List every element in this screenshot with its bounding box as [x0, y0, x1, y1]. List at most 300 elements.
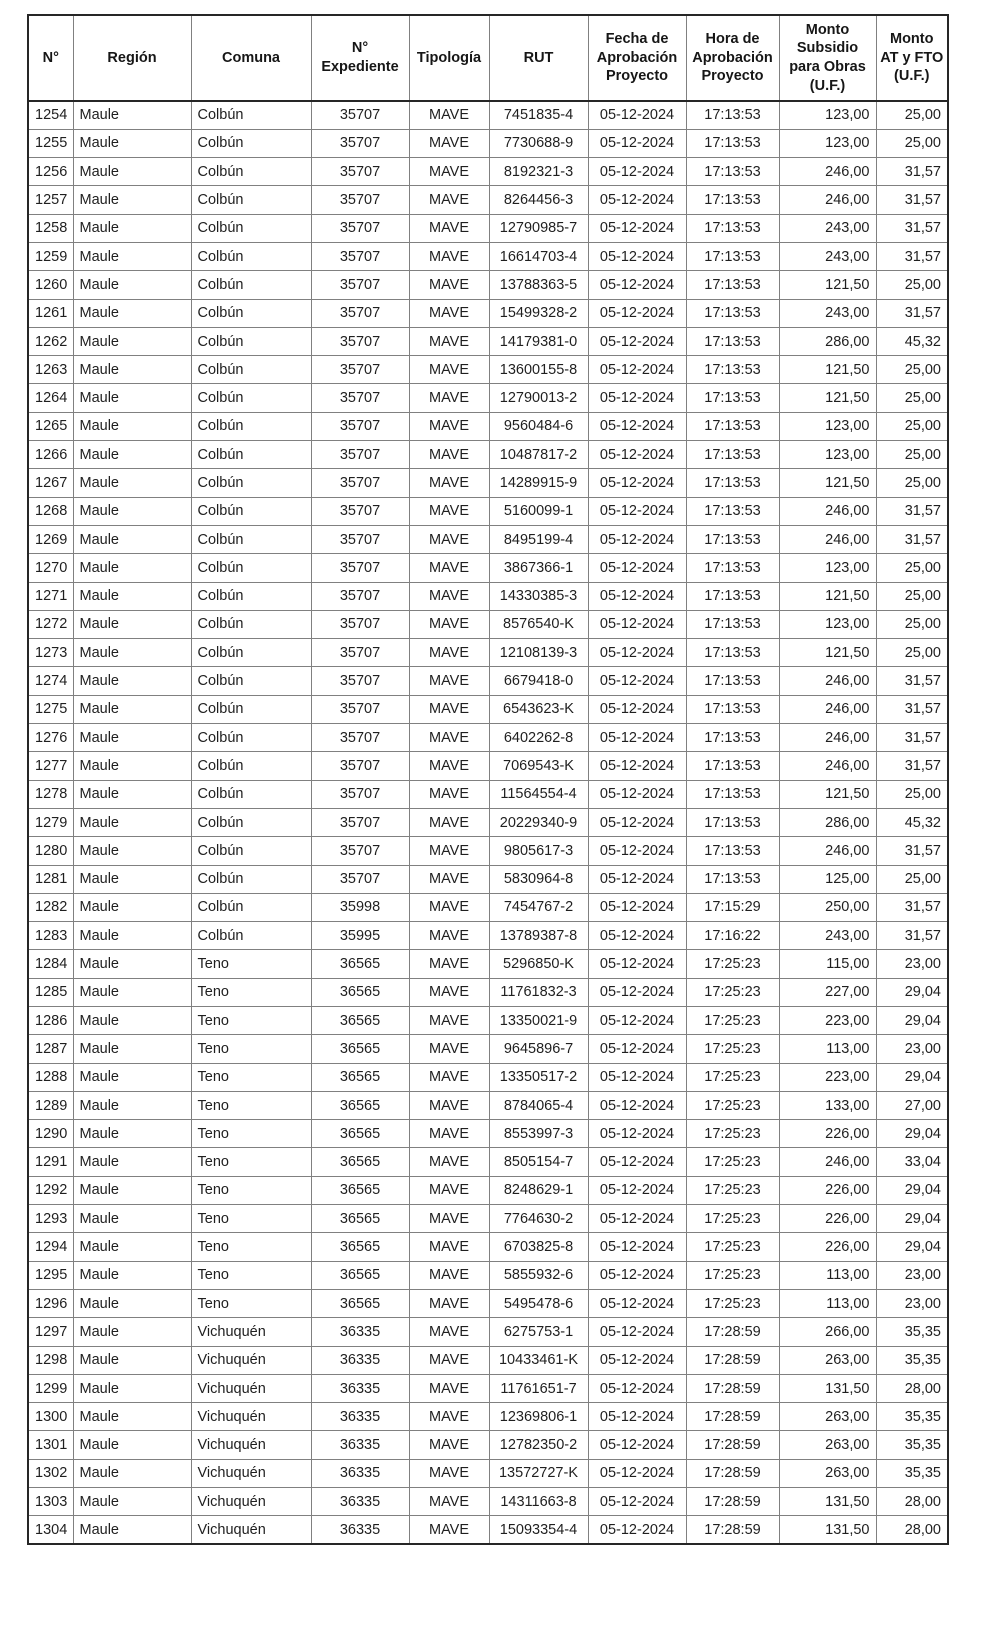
table-cell: 223,00 — [779, 1007, 876, 1035]
column-header: Monto Subsidio para Obras (U.F.) — [779, 15, 876, 101]
table-row — [28, 525, 948, 553]
table-row — [28, 129, 948, 157]
table-cell: 35,35 — [876, 1346, 948, 1374]
table-cell: 05-12-2024 — [588, 1261, 686, 1289]
table-cell: Colbún — [191, 299, 311, 327]
table-cell: 29,04 — [876, 978, 948, 1006]
table-cell: 226,00 — [779, 1205, 876, 1233]
table-cell: 17:16:22 — [686, 922, 779, 950]
table-cell: 05-12-2024 — [588, 214, 686, 242]
table-cell: Maule — [73, 327, 191, 355]
table-cell: 31,57 — [876, 497, 948, 525]
header-row — [28, 15, 948, 101]
table-cell: 17:13:53 — [686, 554, 779, 582]
table-cell: Maule — [73, 667, 191, 695]
table-cell: 13350021-9 — [489, 1007, 588, 1035]
table-cell: Teno — [191, 1176, 311, 1204]
table-cell: 05-12-2024 — [588, 1148, 686, 1176]
table-cell: 10433461-K — [489, 1346, 588, 1374]
table-cell: 17:25:23 — [686, 1261, 779, 1289]
table-cell: 121,50 — [779, 780, 876, 808]
table-cell: MAVE — [409, 1205, 489, 1233]
table-cell: 23,00 — [876, 950, 948, 978]
table-cell: 17:28:59 — [686, 1374, 779, 1402]
table-cell: MAVE — [409, 865, 489, 893]
table-cell: 9560484-6 — [489, 412, 588, 440]
table-header — [28, 15, 948, 101]
table-cell: 6402262-8 — [489, 724, 588, 752]
table-cell: 35707 — [311, 214, 409, 242]
table-cell: 36565 — [311, 1091, 409, 1119]
table-row — [28, 384, 948, 412]
table-cell: 05-12-2024 — [588, 327, 686, 355]
table-cell: 243,00 — [779, 214, 876, 242]
table-cell: Maule — [73, 1035, 191, 1063]
table-cell: 05-12-2024 — [588, 1176, 686, 1204]
table-cell: MAVE — [409, 780, 489, 808]
table-row — [28, 837, 948, 865]
table-cell: 17:13:53 — [686, 780, 779, 808]
table-cell: 05-12-2024 — [588, 780, 686, 808]
table-cell: MAVE — [409, 1318, 489, 1346]
table-cell: 13572727-K — [489, 1459, 588, 1487]
table-cell: 1273 — [28, 639, 73, 667]
table-cell: 17:28:59 — [686, 1516, 779, 1544]
column-header: N° — [28, 15, 73, 101]
table-cell: Maule — [73, 610, 191, 638]
table-cell: 1296 — [28, 1289, 73, 1317]
table-cell: 5830964-8 — [489, 865, 588, 893]
table-cell: 36565 — [311, 1289, 409, 1317]
table-cell: 05-12-2024 — [588, 582, 686, 610]
table-row — [28, 1120, 948, 1148]
table-cell: 05-12-2024 — [588, 1459, 686, 1487]
table-cell: 1292 — [28, 1176, 73, 1204]
table-cell: MAVE — [409, 412, 489, 440]
table-cell: Maule — [73, 101, 191, 129]
table-row — [28, 978, 948, 1006]
table-cell: 36565 — [311, 1007, 409, 1035]
table-cell: Maule — [73, 158, 191, 186]
table-cell: 17:28:59 — [686, 1459, 779, 1487]
table-cell: 25,00 — [876, 129, 948, 157]
table-cell: 7451835-4 — [489, 101, 588, 129]
table-cell: 35707 — [311, 525, 409, 553]
table-cell: 8576540-K — [489, 610, 588, 638]
table-cell: 36565 — [311, 978, 409, 1006]
table-cell: 246,00 — [779, 1148, 876, 1176]
table-cell: Vichuquén — [191, 1318, 311, 1346]
table-cell: 05-12-2024 — [588, 724, 686, 752]
table-cell: 121,50 — [779, 582, 876, 610]
table-cell: 17:25:23 — [686, 1120, 779, 1148]
table-cell: 35707 — [311, 469, 409, 497]
table-cell: 35707 — [311, 384, 409, 412]
table-cell: 121,50 — [779, 639, 876, 667]
table-cell: 1290 — [28, 1120, 73, 1148]
table-cell: Teno — [191, 1205, 311, 1233]
table-cell: 5855932-6 — [489, 1261, 588, 1289]
table-row — [28, 1516, 948, 1544]
table-cell: Vichuquén — [191, 1431, 311, 1459]
table-cell: 1264 — [28, 384, 73, 412]
table-cell: 05-12-2024 — [588, 1403, 686, 1431]
table-cell: 29,04 — [876, 1120, 948, 1148]
table-cell: Colbún — [191, 610, 311, 638]
table-cell: 1283 — [28, 922, 73, 950]
table-cell: MAVE — [409, 469, 489, 497]
table-cell: 17:25:23 — [686, 1063, 779, 1091]
table-cell: Teno — [191, 1035, 311, 1063]
table-cell: 17:25:23 — [686, 1205, 779, 1233]
table-cell: 1278 — [28, 780, 73, 808]
table-row — [28, 1091, 948, 1119]
table-row — [28, 469, 948, 497]
table-row — [28, 922, 948, 950]
table-cell: 3867366-1 — [489, 554, 588, 582]
table-cell: 25,00 — [876, 582, 948, 610]
table-cell: 113,00 — [779, 1035, 876, 1063]
table-cell: MAVE — [409, 384, 489, 412]
table-row — [28, 808, 948, 836]
table-body — [28, 101, 948, 1544]
table-cell: Colbún — [191, 101, 311, 129]
table-cell: 35707 — [311, 412, 409, 440]
table-cell: 1291 — [28, 1148, 73, 1176]
table-cell: 17:28:59 — [686, 1403, 779, 1431]
table-row — [28, 1007, 948, 1035]
table-cell: Colbún — [191, 214, 311, 242]
table-cell: MAVE — [409, 978, 489, 1006]
table-row — [28, 101, 948, 129]
table-cell: 35707 — [311, 780, 409, 808]
table-cell: 36335 — [311, 1516, 409, 1544]
table-cell: 27,00 — [876, 1091, 948, 1119]
table-cell: 05-12-2024 — [588, 299, 686, 327]
table-cell: 29,04 — [876, 1205, 948, 1233]
table-cell: Maule — [73, 893, 191, 921]
table-cell: 17:13:53 — [686, 101, 779, 129]
table-cell: MAVE — [409, 695, 489, 723]
table-cell: 121,50 — [779, 356, 876, 384]
table-cell: Colbún — [191, 808, 311, 836]
table-cell: 05-12-2024 — [588, 752, 686, 780]
table-row — [28, 554, 948, 582]
table-cell: 17:13:53 — [686, 667, 779, 695]
table-cell: Teno — [191, 950, 311, 978]
table-cell: Teno — [191, 1120, 311, 1148]
table-cell: MAVE — [409, 356, 489, 384]
table-cell: 05-12-2024 — [588, 865, 686, 893]
table-cell: Maule — [73, 1318, 191, 1346]
table-row — [28, 610, 948, 638]
table-cell: 1256 — [28, 158, 73, 186]
table-cell: 1276 — [28, 724, 73, 752]
table-cell: 243,00 — [779, 922, 876, 950]
table-cell: 12108139-3 — [489, 639, 588, 667]
table-cell: Maule — [73, 1431, 191, 1459]
table-cell: MAVE — [409, 441, 489, 469]
table-row — [28, 1431, 948, 1459]
table-cell: 35707 — [311, 129, 409, 157]
table-row — [28, 1148, 948, 1176]
table-cell: 05-12-2024 — [588, 469, 686, 497]
table-cell: 13600155-8 — [489, 356, 588, 384]
table-cell: 223,00 — [779, 1063, 876, 1091]
table-cell: 36565 — [311, 1205, 409, 1233]
table-cell: 05-12-2024 — [588, 1205, 686, 1233]
table-cell: 1282 — [28, 893, 73, 921]
table-row — [28, 752, 948, 780]
table-cell: 05-12-2024 — [588, 610, 686, 638]
table-cell: 14311663-8 — [489, 1488, 588, 1516]
table-cell: MAVE — [409, 1148, 489, 1176]
table-cell: Vichuquén — [191, 1403, 311, 1431]
subsidy-approval-table — [27, 14, 949, 1545]
table-cell: 1280 — [28, 837, 73, 865]
table-cell: 05-12-2024 — [588, 978, 686, 1006]
table-cell: MAVE — [409, 1488, 489, 1516]
column-header: Región — [73, 15, 191, 101]
table-cell: 25,00 — [876, 469, 948, 497]
table-cell: 05-12-2024 — [588, 1431, 686, 1459]
table-cell: 05-12-2024 — [588, 1488, 686, 1516]
table-row — [28, 639, 948, 667]
table-cell: Colbún — [191, 441, 311, 469]
table-cell: 123,00 — [779, 610, 876, 638]
table-cell: Colbún — [191, 186, 311, 214]
table-cell: 28,00 — [876, 1374, 948, 1402]
table-cell: 286,00 — [779, 327, 876, 355]
table-row — [28, 1289, 948, 1317]
table-cell: Maule — [73, 469, 191, 497]
table-cell: 266,00 — [779, 1318, 876, 1346]
table-cell: 31,57 — [876, 299, 948, 327]
table-cell: Teno — [191, 1007, 311, 1035]
table-cell: MAVE — [409, 667, 489, 695]
table-cell: 6543623-K — [489, 695, 588, 723]
table-cell: 125,00 — [779, 865, 876, 893]
table-cell: 123,00 — [779, 441, 876, 469]
table-cell: Maule — [73, 752, 191, 780]
table-cell: Maule — [73, 356, 191, 384]
table-cell: 246,00 — [779, 667, 876, 695]
table-cell: 17:13:53 — [686, 412, 779, 440]
table-cell: 29,04 — [876, 1233, 948, 1261]
table-cell: 17:13:53 — [686, 129, 779, 157]
table-cell: 1277 — [28, 752, 73, 780]
table-cell: 12369806-1 — [489, 1403, 588, 1431]
table-row — [28, 582, 948, 610]
table-cell: Maule — [73, 412, 191, 440]
table-cell: 36335 — [311, 1318, 409, 1346]
table-cell: 05-12-2024 — [588, 1035, 686, 1063]
table-cell: MAVE — [409, 129, 489, 157]
table-cell: 1268 — [28, 497, 73, 525]
table-cell: 05-12-2024 — [588, 129, 686, 157]
table-cell: MAVE — [409, 1035, 489, 1063]
table-cell: Maule — [73, 214, 191, 242]
table-cell: 243,00 — [779, 242, 876, 270]
table-cell: MAVE — [409, 271, 489, 299]
table-row — [28, 1035, 948, 1063]
table-cell: 05-12-2024 — [588, 1120, 686, 1148]
table-cell: 36565 — [311, 1148, 409, 1176]
table-cell: Colbún — [191, 865, 311, 893]
table-row — [28, 1318, 948, 1346]
table-cell: 05-12-2024 — [588, 1346, 686, 1374]
table-cell: Teno — [191, 1233, 311, 1261]
table-cell: 36335 — [311, 1488, 409, 1516]
table-cell: Colbún — [191, 469, 311, 497]
table-cell: Maule — [73, 978, 191, 1006]
table-cell: 05-12-2024 — [588, 1289, 686, 1317]
table-cell: 16614703-4 — [489, 242, 588, 270]
table-cell: Maule — [73, 525, 191, 553]
table-cell: Colbún — [191, 639, 311, 667]
table-cell: 31,57 — [876, 922, 948, 950]
table-cell: 05-12-2024 — [588, 808, 686, 836]
table-cell: Maule — [73, 1091, 191, 1119]
table-cell: 17:25:23 — [686, 1289, 779, 1317]
table-cell: 31,57 — [876, 525, 948, 553]
table-cell: Teno — [191, 1289, 311, 1317]
table-cell: MAVE — [409, 1289, 489, 1317]
table-cell: 17:28:59 — [686, 1488, 779, 1516]
table-cell: 31,57 — [876, 724, 948, 752]
table-row — [28, 1488, 948, 1516]
table-row — [28, 1403, 948, 1431]
table-cell: 36335 — [311, 1374, 409, 1402]
table-cell: 17:25:23 — [686, 1176, 779, 1204]
table-cell: Colbún — [191, 129, 311, 157]
table-cell: 115,00 — [779, 950, 876, 978]
table-cell: 5160099-1 — [489, 497, 588, 525]
table-cell: 1302 — [28, 1459, 73, 1487]
table-cell: 12790013-2 — [489, 384, 588, 412]
table-cell: MAVE — [409, 214, 489, 242]
table-cell: 11761832-3 — [489, 978, 588, 1006]
table-cell: 246,00 — [779, 724, 876, 752]
table-cell: 36565 — [311, 1035, 409, 1063]
table-cell: 31,57 — [876, 695, 948, 723]
table-cell: Colbún — [191, 242, 311, 270]
table-cell: Maule — [73, 384, 191, 412]
table-cell: MAVE — [409, 158, 489, 186]
table-cell: 35,35 — [876, 1403, 948, 1431]
table-cell: 8553997-3 — [489, 1120, 588, 1148]
table-row — [28, 214, 948, 242]
subsidy-approval-table-container — [27, 14, 947, 1545]
table-cell: 1300 — [28, 1403, 73, 1431]
table-cell: MAVE — [409, 893, 489, 921]
table-cell: Maule — [73, 1403, 191, 1431]
table-row — [28, 667, 948, 695]
table-cell: 263,00 — [779, 1459, 876, 1487]
table-cell: 1285 — [28, 978, 73, 1006]
table-cell: 17:25:23 — [686, 950, 779, 978]
table-cell: 25,00 — [876, 441, 948, 469]
table-row — [28, 158, 948, 186]
table-cell: 1301 — [28, 1431, 73, 1459]
table-cell: 05-12-2024 — [588, 1091, 686, 1119]
table-cell: 246,00 — [779, 525, 876, 553]
table-cell: 246,00 — [779, 837, 876, 865]
table-cell: 7069543-K — [489, 752, 588, 780]
table-cell: 17:25:23 — [686, 1007, 779, 1035]
table-cell: 1284 — [28, 950, 73, 978]
table-cell: 35707 — [311, 356, 409, 384]
table-cell: 05-12-2024 — [588, 158, 686, 186]
table-cell: 17:13:53 — [686, 865, 779, 893]
table-cell: 17:13:53 — [686, 808, 779, 836]
table-row — [28, 327, 948, 355]
table-cell: 1261 — [28, 299, 73, 327]
table-cell: MAVE — [409, 1176, 489, 1204]
table-cell: 8192321-3 — [489, 158, 588, 186]
table-cell: 35707 — [311, 101, 409, 129]
table-cell: 35,35 — [876, 1318, 948, 1346]
table-cell: Colbún — [191, 158, 311, 186]
table-cell: Colbún — [191, 497, 311, 525]
table-cell: 1266 — [28, 441, 73, 469]
table-cell: 123,00 — [779, 412, 876, 440]
table-cell: 246,00 — [779, 186, 876, 214]
table-cell: 1281 — [28, 865, 73, 893]
column-header: RUT — [489, 15, 588, 101]
table-cell: 29,04 — [876, 1063, 948, 1091]
table-cell: Maule — [73, 582, 191, 610]
table-cell: 05-12-2024 — [588, 186, 686, 214]
table-cell: 29,04 — [876, 1007, 948, 1035]
table-cell: 36565 — [311, 1233, 409, 1261]
table-cell: 6703825-8 — [489, 1233, 588, 1261]
table-cell: 17:13:53 — [686, 639, 779, 667]
table-cell: Colbún — [191, 582, 311, 610]
table-cell: 1262 — [28, 327, 73, 355]
column-header: Monto AT y FTO (U.F.) — [876, 15, 948, 101]
table-cell: Vichuquén — [191, 1488, 311, 1516]
table-cell: MAVE — [409, 242, 489, 270]
table-cell: Teno — [191, 978, 311, 1006]
table-cell: 13788363-5 — [489, 271, 588, 299]
table-cell: 14179381-0 — [489, 327, 588, 355]
table-cell: MAVE — [409, 186, 489, 214]
table-cell: 17:13:53 — [686, 327, 779, 355]
table-cell: 05-12-2024 — [588, 1007, 686, 1035]
table-cell: 36335 — [311, 1431, 409, 1459]
table-cell: Vichuquén — [191, 1374, 311, 1402]
table-cell: 05-12-2024 — [588, 271, 686, 299]
table-row — [28, 695, 948, 723]
table-cell: 123,00 — [779, 554, 876, 582]
table-cell: MAVE — [409, 1374, 489, 1402]
table-cell: 1293 — [28, 1205, 73, 1233]
table-cell: 05-12-2024 — [588, 412, 686, 440]
table-cell: 12782350-2 — [489, 1431, 588, 1459]
table-cell: MAVE — [409, 299, 489, 327]
table-cell: 05-12-2024 — [588, 1063, 686, 1091]
table-cell: Maule — [73, 695, 191, 723]
table-cell: 35707 — [311, 667, 409, 695]
table-cell: 1272 — [28, 610, 73, 638]
table-cell: 15093354-4 — [489, 1516, 588, 1544]
table-cell: 05-12-2024 — [588, 356, 686, 384]
table-cell: 11564554-4 — [489, 780, 588, 808]
table-cell: 31,57 — [876, 242, 948, 270]
table-cell: 05-12-2024 — [588, 525, 686, 553]
table-row — [28, 1205, 948, 1233]
